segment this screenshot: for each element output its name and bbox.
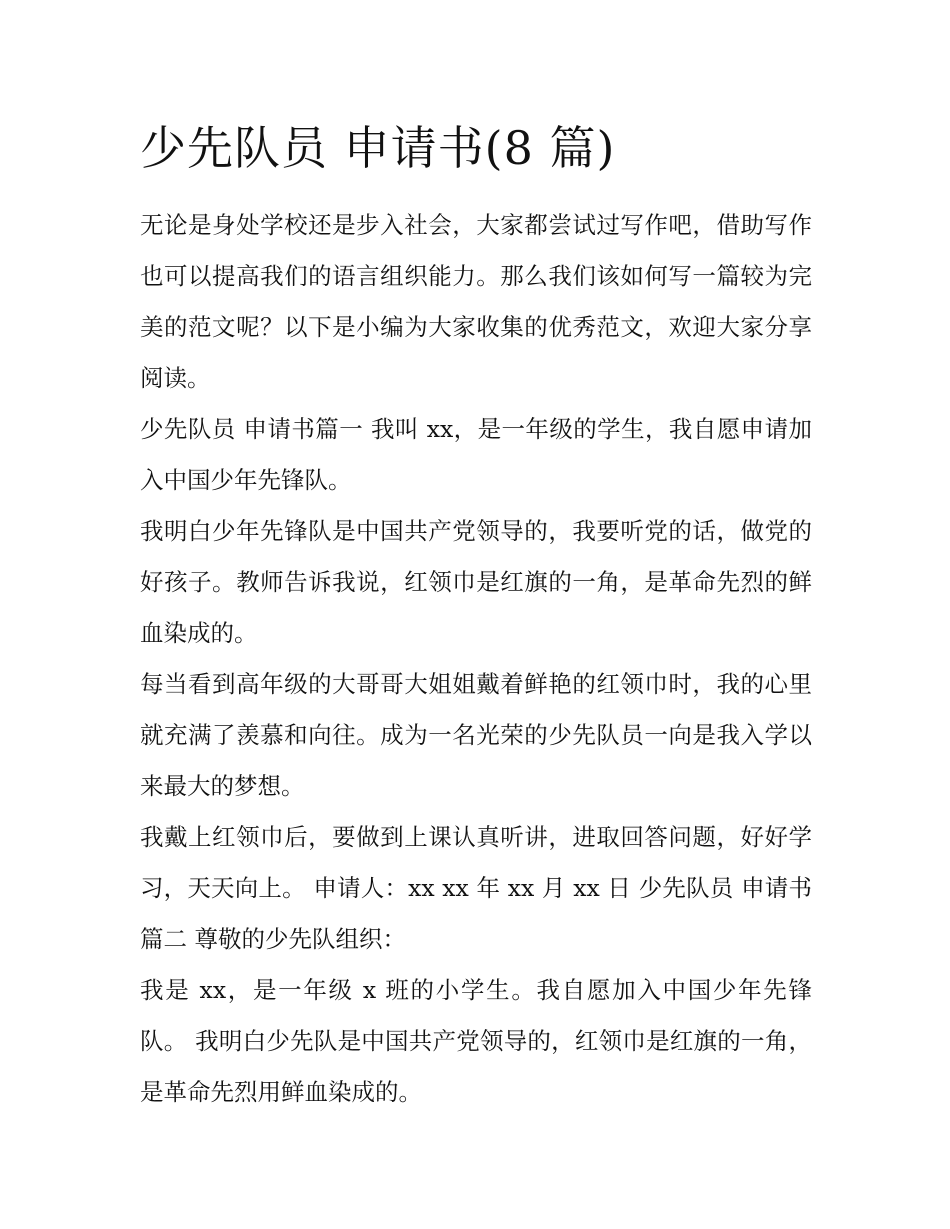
paragraph-essay-one-opening: 少先队员 申请书篇一 我叫 xx，是一年级的学生，我自愿申请加入中国少年先锋队。 xyxy=(140,415,812,494)
document-title: 少先队员 申请书(8 篇) xyxy=(140,121,616,175)
paragraph-promise-and-essay-two: 我戴上红领巾后，要做到上课认真听讲，进取回答问题，好好学习，天天向上。 申请人：xx xx 年 xx 月 xx 日 少先队员 申请书篇二 尊敬的少先队组织： xyxy=(140,823,812,953)
paragraph-intro: 无论是身处学校还是步入社会，大家都尝试过写作吧，借助写作也可以提高我们的语言组织能力。那么我们该如何写一篇较为完美的范文呢？以下是小编为大家收集的优秀范文，欢迎大家分享阅读。 xyxy=(140,211,812,392)
paragraph-party-leadership: 我明白少年先锋队是中国共产党领导的，我要听党的话，做党的好孩子。教师告诉我说，红领巾是红旗的一角，是革命先烈的鲜血染成的。 xyxy=(140,517,812,647)
document-page xyxy=(140,110,812,1118)
paragraph-essay-two-body: 我是 xx，是一年级 x 班的小学生。我自愿加入中国少年先锋队。 我明白少先队是中国共产党领导的，红领巾是红旗的一角，是革命先烈用鲜血染成的。 xyxy=(140,976,812,1106)
paragraph-admiration: 每当看到高年级的大哥哥大姐姐戴着鲜艳的红领巾时，我的心里就充满了羡慕和向往。成为一名光荣的少先队员一向是我入学以来最大的梦想。 xyxy=(140,670,812,800)
